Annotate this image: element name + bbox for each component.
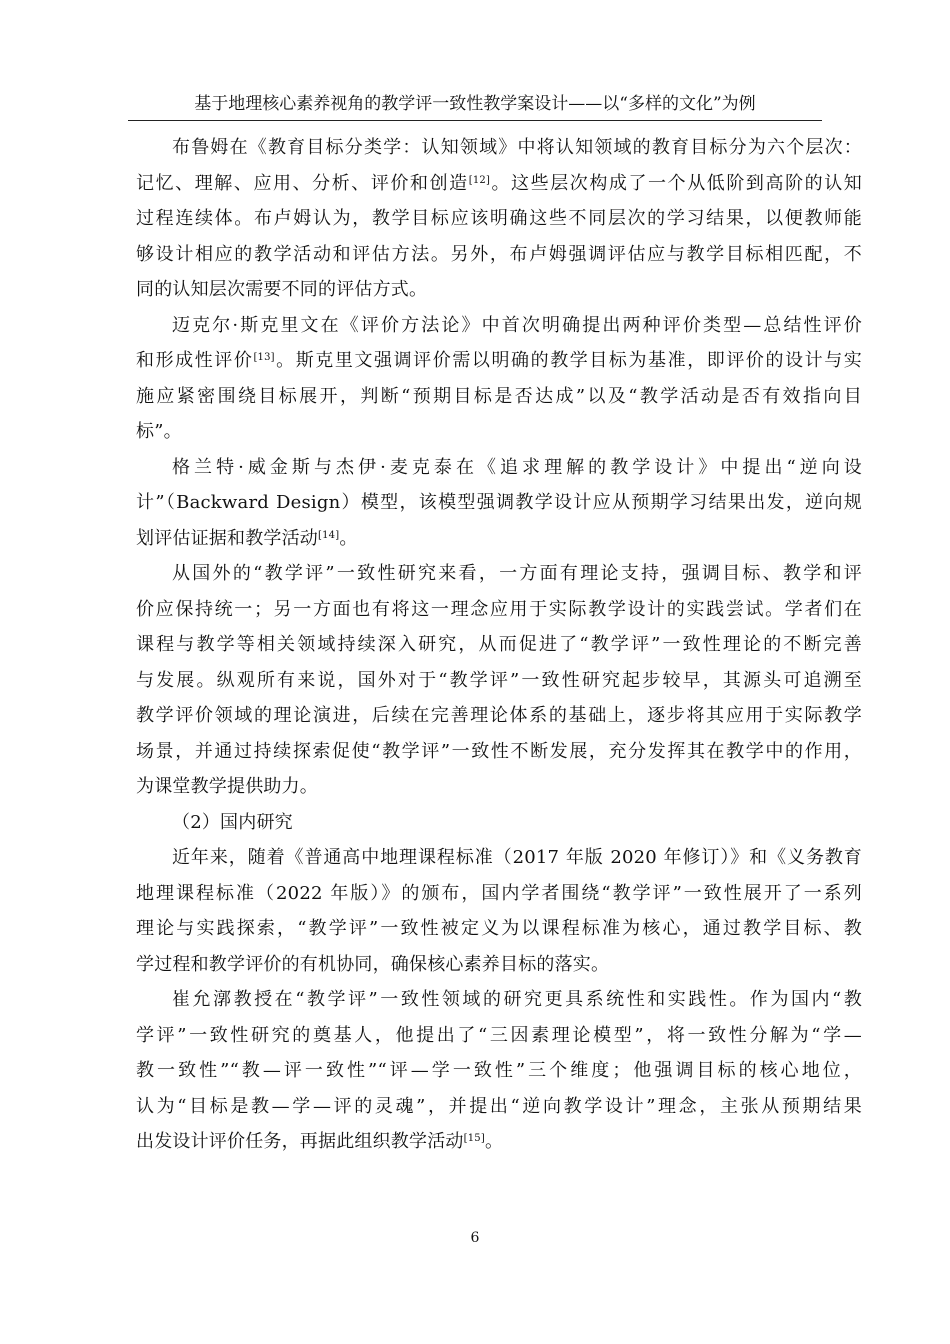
text-line: 标”。: [136, 421, 182, 442]
text-line: 与发展。纵观所有来说，国外对于“教学评”一致性研究起步较早，其源头可追溯至: [136, 669, 862, 691]
text-line: 和形成性评价[13]。斯克里文强调评价需以明确的教学目标为基准，即评价的设计与实: [136, 350, 863, 371]
citation-ref: [13]: [253, 352, 275, 363]
text-line: 教一致性”“教—评一致性”“评—学一致性”三个维度；他强调目标的核心地位，: [136, 1060, 862, 1081]
citation-ref: [12]: [468, 174, 491, 186]
text-line: 课程与教学等相关领域持续深入研究，从而促进了“教学评”一致性理论的不断完善: [136, 634, 862, 655]
paragraph-foreign-summary: [136, 556, 862, 805]
paragraph-wiggins: [136, 450, 862, 557]
text-line: 地理课程标准（2022 年版）》的颁布，国内学者围绕“教学评”一致性展开了一系列: [136, 882, 862, 904]
text-line: 够设计相应的教学活动和评估方法。另外，布卢姆强调评估应与教学目标相匹配，不: [136, 243, 862, 265]
text-line: 格兰特·威金斯与杰伊·麦克泰在《追求理解的教学设计》中提出“逆向设: [172, 456, 862, 478]
text-line: 为课堂教学提供助力。: [136, 776, 318, 797]
text-line: 过程连续体。布卢姆认为，教学目标应该明确这些不同层次的学习结果，以便教师能: [136, 208, 862, 229]
text-line: 学评”一致性研究的奠基人，他提出了“三因素理论模型”，将一致性分解为“学—: [136, 1024, 862, 1046]
text-line: 同的认知层次需要不同的评估方式。: [136, 279, 428, 300]
document-body: [136, 130, 862, 1160]
text-line: 认为“目标是教—学—评的灵魂”，并提出“逆向教学设计”理念，主张从预期结果: [136, 1095, 862, 1117]
paragraph-bloom: [136, 130, 862, 308]
text-line: 崔允漷教授在“教学评”一致性领域的研究更具系统性和实践性。作为国内“教: [172, 989, 862, 1010]
text-line: 计”（Backward Design）模型，该模型强调教学设计应从预期学习结果出发，逆向规: [136, 492, 862, 513]
text-line: 学过程和教学评价的有机协同，确保核心素养目标的落实。: [136, 953, 610, 975]
paragraph-cui: [136, 982, 862, 1160]
text-line: 施应紧密围绕目标展开，判断“预期目标是否达成”以及“教学活动是否有效指向目: [136, 385, 862, 407]
text-line: 记忆、理解、应用、分析、评价和创造[12]。这些层次构成了一个从低阶到高阶的认知: [136, 172, 862, 194]
page-number: 6: [470, 1230, 480, 1246]
header-rule: [128, 120, 822, 121]
citation-ref: [14]: [318, 529, 340, 541]
text-line: 从国外的“教学评”一致性研究来看，一方面有理论支持，强调目标、教学和评: [172, 563, 862, 584]
text-line: 场景，并通过持续探索促使“教学评”一致性不断发展，充分发挥其在教学中的作用，: [136, 740, 862, 762]
citation-ref: [15]: [463, 1133, 485, 1144]
section-heading-domestic: （2）国内研究: [172, 811, 293, 833]
paragraph-domestic-intro: [136, 840, 862, 982]
running-header: 基于地理核心素养视角的教学评一致性教学案设计——以“多样的文化”为例: [194, 94, 756, 114]
text-line: 理论与实践探索，“教学评”一致性被定义为以课程标准为核心，通过教学目标、教: [136, 918, 862, 939]
text-line: 近年来，随着《普通高中地理课程标准（2017 年版 2020 年修订）》和《义务教育: [172, 847, 862, 868]
text-line: 布鲁姆在《教育目标分类学：认知领域》中将认知领域的教育目标分为六个层次：: [172, 137, 862, 158]
text-line: 划评估证据和教学活动[14]。: [136, 527, 358, 549]
text-line: 迈克尔·斯克里文在《评价方法论》中首次明确提出两种评价类型—总结性评价: [172, 314, 862, 336]
text-line: 教学评价领域的理论演进，后续在完善理论体系的基础上，逐步将其应用于实际教学: [136, 705, 862, 726]
text-line: 价应保持统一；另一方面也有将这一理念应用于实际教学设计的实践尝试。学者们在: [136, 598, 862, 620]
paragraph-scriven: [136, 308, 862, 450]
text-line: 出发设计评价任务，再据此组织教学活动[15]。: [136, 1131, 504, 1152]
